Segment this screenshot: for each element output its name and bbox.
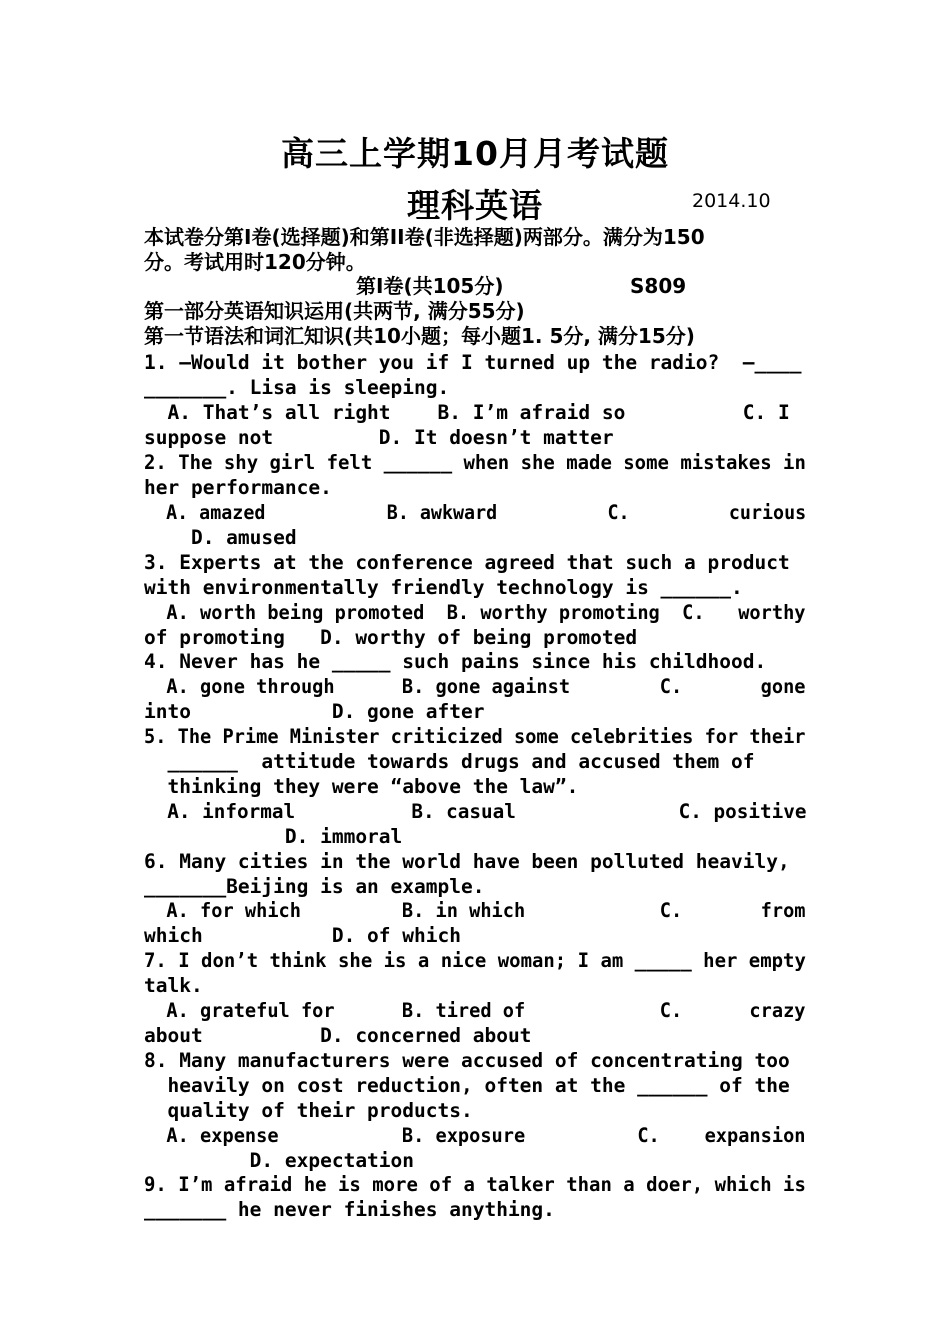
question-1-options: A. That’s all right B. I’m afraid so C. I bbox=[144, 401, 790, 424]
question-8-options: A. expense B. exposure C. expansion bbox=[144, 1124, 806, 1147]
page-subtitle: 理科英语 bbox=[407, 186, 543, 225]
question-3-stem-cont: with environmentally friendly technology is ______. bbox=[144, 576, 743, 599]
question-6-options: A. for which B. in which C. from bbox=[144, 899, 806, 922]
question-9-stem-cont: _______ he never finishes anything. bbox=[144, 1198, 555, 1221]
question-1-stem: 1. —Would it bother you if I turned up the radio? —____ bbox=[144, 351, 802, 374]
question-3-options: A. worth being promoted B. worthy promoting C. worthy bbox=[144, 601, 806, 624]
question-2-stem-cont: her performance. bbox=[144, 476, 332, 499]
section-heading: 第一节语法和词汇知识(共10小题；每小题1. 5分, 满分15分) bbox=[144, 324, 695, 348]
question-6-stem: 6. Many cities in the world have been polluted heavily, bbox=[144, 850, 790, 873]
question-1-stem-cont: _______. Lisa is sleeping. bbox=[144, 376, 450, 399]
exam-code: S809 bbox=[630, 274, 687, 298]
exam-date: 2014.10 bbox=[692, 190, 771, 212]
question-5-stem-cont-2: thinking they were “above the law”. bbox=[144, 775, 579, 798]
question-4-options: A. gone through B. gone against C. gone bbox=[144, 675, 806, 698]
question-8-stem-cont-2: quality of their products. bbox=[144, 1099, 473, 1122]
question-7-options: A. grateful for B. tired of C. crazy bbox=[144, 999, 806, 1022]
question-7-stem-cont: talk. bbox=[144, 974, 203, 997]
question-6-stem-cont: _______Beijing is an example. bbox=[144, 875, 485, 898]
question-7-stem: 7. I don’t think she is a nice woman; I am _____ her empty bbox=[144, 949, 806, 972]
question-5-stem-cont: ______ attitude towards drugs and accused them of bbox=[144, 750, 755, 773]
question-5-stem: 5. The Prime Minister criticized some celebrities for their bbox=[144, 725, 806, 748]
intro-line-1: 本试卷分第Ⅰ卷(选择题)和第ⅠⅠ卷(非选择题)两部分。满分为150 bbox=[144, 225, 705, 249]
question-2-options: A. amazed B. awkward C. curious bbox=[144, 501, 807, 524]
question-6-options-cont: which D. of which bbox=[144, 924, 461, 947]
question-1-options-cont: suppose not D. It doesn’t matter bbox=[144, 426, 614, 449]
question-4-options-cont: into D. gone after bbox=[144, 700, 485, 723]
question-2-options-cont: D. amused bbox=[144, 526, 297, 549]
question-2-stem: 2. The shy girl felt ______ when she made some mistakes in bbox=[144, 451, 806, 474]
question-3-options-cont: of promoting D. worthy of being promoted bbox=[144, 626, 638, 649]
intro-line-2: 分。考试用时120分钟。 bbox=[144, 250, 366, 274]
question-8-stem-cont: heavily on cost reduction, often at the ______ of the bbox=[144, 1074, 790, 1097]
question-8-stem: 8. Many manufacturers were accused of concentrating too bbox=[144, 1049, 790, 1072]
part-heading: 第一部分英语知识运用(共两节, 满分55分) bbox=[144, 299, 525, 323]
page-title: 高三上学期10月月考试题 bbox=[281, 134, 669, 173]
question-5-options-cont: D. immoral bbox=[144, 825, 403, 848]
question-3-stem: 3. Experts at the conference agreed that such a product bbox=[144, 551, 790, 574]
question-9-stem: 9. I’m afraid he is more of a talker than a doer, which is bbox=[144, 1173, 806, 1196]
question-7-options-cont: about D. concerned about bbox=[144, 1024, 532, 1047]
question-5-options: A. informal B. casual C. positive bbox=[144, 800, 807, 823]
volume-heading: 第Ⅰ卷(共105分) bbox=[356, 274, 504, 298]
question-8-options-cont: D. expectation bbox=[144, 1149, 415, 1172]
question-4-stem: 4. Never has he _____ such pains since his childhood. bbox=[144, 650, 767, 673]
